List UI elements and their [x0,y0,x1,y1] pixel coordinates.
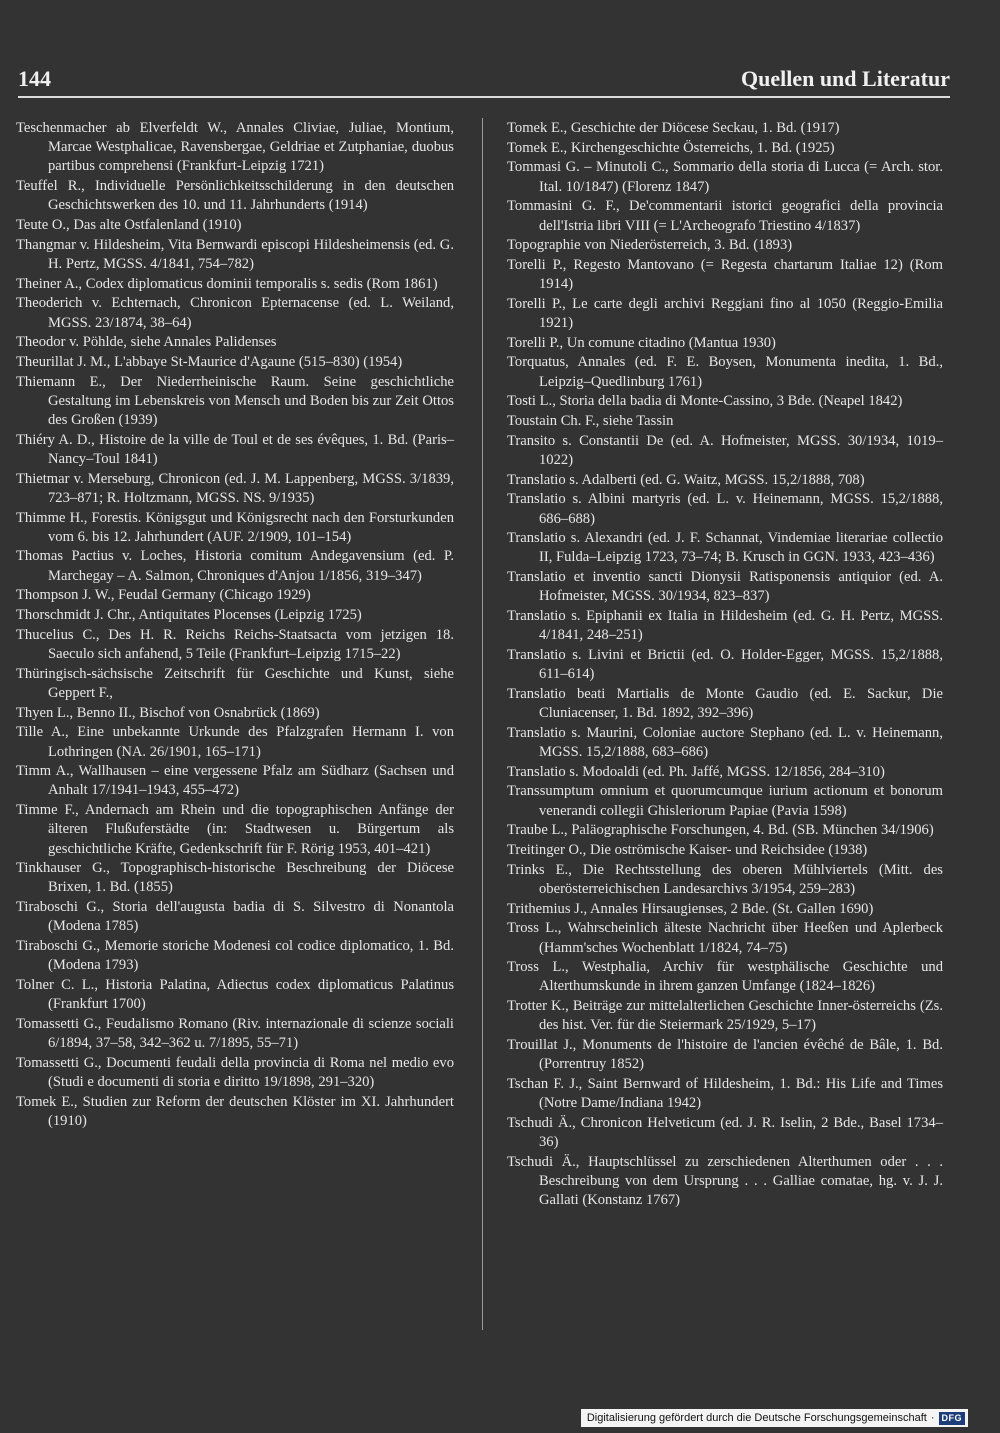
bibliography-entry: Thangmar v. Hildesheim, Vita Bernwardi episcopi Hildesheimensis (ed. G. H. Pertz, MGSS. 4/1841, 754–782) [16,236,454,272]
bibliography-entry: Tschudi Ä., Hauptschlüssel zu zerschiedenen Alterthumen oder . . . Beschreibung von dem Ursprung . . . Galliae comatae, hg. v. J. J. Gallati (Konstanz 1767) [507,1153,943,1209]
bibliography-entry: Theiner A., Codex diplomaticus dominii temporalis s. sedis (Rom 1861) [16,275,438,292]
bibliography-entry: Thimme H., Forestis. Königsgut und Königsrecht nach den Forsturkunden vom 6. bis 12. Jahrhundert (AUF. 2/1909, 101–154) [16,509,454,545]
bibliography-entry: Tommasini G. F., De'commentarii istorici geografici della provincia dell'Istria libri VIII (= L'Archeografo Triestino 4/1837) [507,198,943,234]
bibliography-entry: Timme F., Andernach am Rhein und die topographischen Anfänge der älteren Flußuferstädte (in: Stadtwesen u. Bürgertum als geschichtliche Kräfte, Gedenkschrift für F. Rörig 1953, 401–421) [16,802,454,857]
bibliography-entry: Thorschmidt J. Chr., Antiquitates Plocenses (Leipzig 1725) [16,607,362,624]
bibliography-entry: Tiraboschi G., Storia dell'augusta badia di S. Silvestro di Nonantola (Modena 1785) [16,899,454,935]
bibliography-entry: Thiemann E., Der Niederrheinische Raum. Seine geschichtliche Gestaltung im Lebenskreis von Mensch und Boden bis zur Zeit Ottos des Großen (1939) [16,373,454,429]
bibliography-entry: Thiéry A. D., Histoire de la ville de Toul et de ses évêques, 1. Bd. (Paris–Nancy–Toul 1841) [16,431,454,467]
bibliography-entry: Torelli P., Le carte degli archivi Reggiani fino al 1050 (Reggio-Emilia 1921) [507,295,943,332]
footer-text: Digitalisierung gefördert durch die Deutsche Forschungsgemeinschaft [586,1412,927,1424]
bibliography-entry: Trinks E., Die Rechtsstellung des oberen Mühlviertels (Mitt. des oberösterreichischen Landesarchivs 3/1954, 259–283) [507,861,943,897]
bibliography-entry: Teute O., Das alte Ostfalenland (1910) [16,217,242,234]
bibliography-entry: Thüringisch-sächsische Zeitschrift für Geschichte und Kunst, siehe Geppert F., [16,665,454,701]
bibliography-entry: Tosti L., Storia della badia di Monte-Cassino, 3 Bde. (Neapel 1842) [507,393,903,410]
bibliography-entry: Tinkhauser G., Topographisch-historische Beschreibung der Diöcese Brixen, 1. Bd. (1855) [16,860,454,896]
page-header [18,66,950,98]
bibliography-entry: Tomek E., Kirchengeschichte Österreichs, 1. Bd. (1925) [507,139,835,156]
bibliography-entry: Torelli P., Un comune citadino (Mantua 1930) [507,334,776,351]
bibliography-entry: Timm A., Wallhausen – eine vergessene Pfalz am Südharz (Sachsen und Anhalt 17/1941–1943, 455–472) [16,763,454,799]
bibliography-entry: Thyen L., Benno II., Bischof von Osnabrück (1869) [16,704,320,721]
bibliography-entry: Traube L., Paläographische Forschungen, 4. Bd. (SB. München 34/1906) [507,822,934,839]
bibliography-entry: Translatio s. Albini martyris (ed. L. v. Heinemann, MGSS. 15,2/1888, 686–688) [507,491,943,527]
bibliography-entry: Trotter K., Beiträge zur mittelalterlichen Geschichte Inner-österreichs (Zs. des hist. Ver. für die Steiermark 25/1929, 5–17) [507,998,943,1034]
bibliography-entry: Translatio s. Maurini, Coloniae auctore Stephano (ed. L. v. Heinemann, MGSS. 15,2/1888, 683–686) [507,724,943,760]
bibliography-entry: Translatio s. Adalberti (ed. G. Waitz, MGSS. 15,2/1888, 708) [507,471,865,488]
bibliography-entry: Translatio s. Livini et Brictii (ed. O. Holder-Egger, MGSS. 15,2/1888, 611–614) [507,646,943,683]
bibliography-entry: Transito s. Constantii De (ed. A. Hofmeister, MGSS. 30/1934, 1019–1022) [507,432,943,468]
bibliography-entry: Thompson J. W., Feudal Germany (Chicago 1929) [16,587,311,604]
bibliography-entry: Translatio beati Martialis de Monte Gaudio (ed. E. Sackur, Die Cluniacenser, 1. Bd. 1892, 392–396) [507,685,943,722]
bibliography-entry: Tommasi G. – Minutoli C., Sommario della storia di Lucca (= Arch. stor. Ital. 10/1847) (Florenz 1847) [507,159,943,195]
bibliography-entry: Trithemius J., Annales Hirsaugienses, 2 Bde. (St. Gallen 1690) [507,900,874,917]
dfg-logo-icon: DFG [939,1412,966,1425]
bibliography-entry: Theoderich v. Echternach, Chronicon Epternacense (ed. L. Weiland, MGSS. 23/1874, 38–64) [16,295,454,331]
bibliography-entry: Thucelius C., Des H. R. Reichs Reichs-Staatsacta vom jetzigen 18. Saeculo sich anfahend, 5 Teile (Frankfurt–Leipzig 1715–22) [16,626,454,662]
bibliography-entry: Tschudi Ä., Chronicon Helveticum (ed. J. R. Iselin, 2 Bde., Basel 1734–36) [507,1114,943,1151]
bibliography-entry: Trouillat J., Monuments de l'histoire de l'ancien évêché de Bâle, 1. Bd. (Porrentruy 1852) [507,1037,943,1073]
bibliography-entry: Torelli P., Regesto Mantovano (= Regesta chartarum Italiae 12) (Rom 1914) [507,256,943,293]
bibliography-entry: Tross L., Wahrscheinlich älteste Nachricht über Heeßen und Aplerbeck (Hamm'sches Wochenblatt 1/1824, 74–75) [507,920,943,956]
bibliography-entry: Tomassetti G., Documenti feudali della provincia di Roma nel medio evo (Studi e documenti di storia e diritto 19/1898, 291–320) [16,1054,454,1090]
left-column [16,119,454,1132]
bibliography-entry: Translatio s. Alexandri (ed. J. F. Schannat, Vindemiae literariae collectio II, Fulda–Leipzig 1723, 73–74; B. Krusch in GGN. 1933, 423–436) [507,530,943,566]
bibliography-entry: Translatio s. Epiphanii ex Italia in Hildesheim (ed. G. H. Pertz, MGSS. 4/1841, 248–251) [507,608,943,644]
bibliography-entry: Tschan F. J., Saint Bernward of Hildesheim, 1. Bd.: His Life and Times (Notre Dame/Indiana 1942) [507,1075,943,1112]
bibliography-entry: Tiraboschi G., Memorie storiche Modenesi col codice diplomatico, 1. Bd. (Modena 1793) [16,938,454,974]
bibliography-entry: Teschenmacher ab Elverfeldt W., Annales Cliviae, Juliae, Montium, Marcae Westphalicae, Ravensbergae, Geldriae et Zutphaniae, duobus partibus comprehensi (Frankfurt-Leipzig 1721) [16,120,454,175]
bibliography-entry: Translatio et inventio sancti Dionysii Ratisponensis antiquior (ed. A. Hofmeister, MGSS. 30/1934, 823–837) [507,569,943,605]
bibliography-entry: Tomassetti G., Feudalismo Romano (Riv. internazionale di scienze sociali 6/1894, 37–58, 342–362 u. 7/1895, 55–71) [16,1015,454,1052]
bibliography-entry: Thomas Pactius v. Loches, Historia comitum Andegavensium (ed. P. Marchegay – A. Salmon, Chroniques d'Anjou 1/1856, 319–347) [16,548,454,584]
bibliography-entry: Tomek E., Studien zur Reform der deutschen Klöster im XI. Jahrhundert (1910) [16,1093,454,1129]
page-number: 144 [18,66,51,91]
column-divider [482,118,483,1330]
bibliography-entry: Tolner C. L., Historia Palatina, Adiectus codex diplomaticus Palatinus (Frankfurt 1700) [16,976,454,1013]
bibliography-entry: Translatio s. Modoaldi (ed. Ph. Jaffé, MGSS. 12/1856, 284–310) [507,763,885,780]
bibliography-entry: Tomek E., Geschichte der Diöcese Seckau, 1. Bd. (1917) [507,120,840,136]
bibliography-entry: Theurillat J. M., L'abbaye St-Maurice d'Agaune (515–830) (1954) [16,353,403,370]
bibliography-entry: Theodor v. Pöhlde, siehe Annales Palidenses [16,334,277,351]
bibliography-entry: Toustain Ch. F., siehe Tassin [507,413,674,430]
bibliography-entry: Treitinger O., Die oströmische Kaiser- und Reichsidee (1938) [507,842,868,859]
bibliography-entry: Thietmar v. Merseburg, Chronicon (ed. J. M. Lappenberg, MGSS. 3/1839, 723–871; R. Holtzmann, MGSS. NS. 9/1935) [16,470,454,506]
footer-separator: · [930,1412,935,1424]
right-column [507,119,943,1211]
running-title: Quellen und Literatur [740,66,950,91]
bibliography-entry: Teuffel R., Individuelle Persönlichkeitsschilderung in den deutschen Geschichtswerken des 10. und 11. Jahrhunderts (1914) [16,178,454,214]
footer-credit [581,1409,968,1427]
bibliography-entry: Tille A., Eine unbekannte Urkunde des Pfalzgrafen Hermann I. von Lothringen (NA. 26/1901, 165–171) [16,724,454,760]
bibliography-entry: Topographie von Niederösterreich, 3. Bd. (1893) [507,237,793,254]
bibliography-entry: Transsumptum omnium et quorumcumque iurium actionum et bonorum venerandi collegii Ghisleriorum Papiae (Pavia 1598) [507,783,943,819]
bibliography-entry: Torquatus, Annales (ed. F. E. Boysen, Monumenta inedita, 1. Bd., Leipzig–Quedlinburg 1761) [507,354,943,390]
bibliography-entry: Tross L., Westphalia, Archiv für westphälische Geschichte und Alterthumskunde in ihrem ganzen Umfange (1824–1826) [507,959,943,995]
